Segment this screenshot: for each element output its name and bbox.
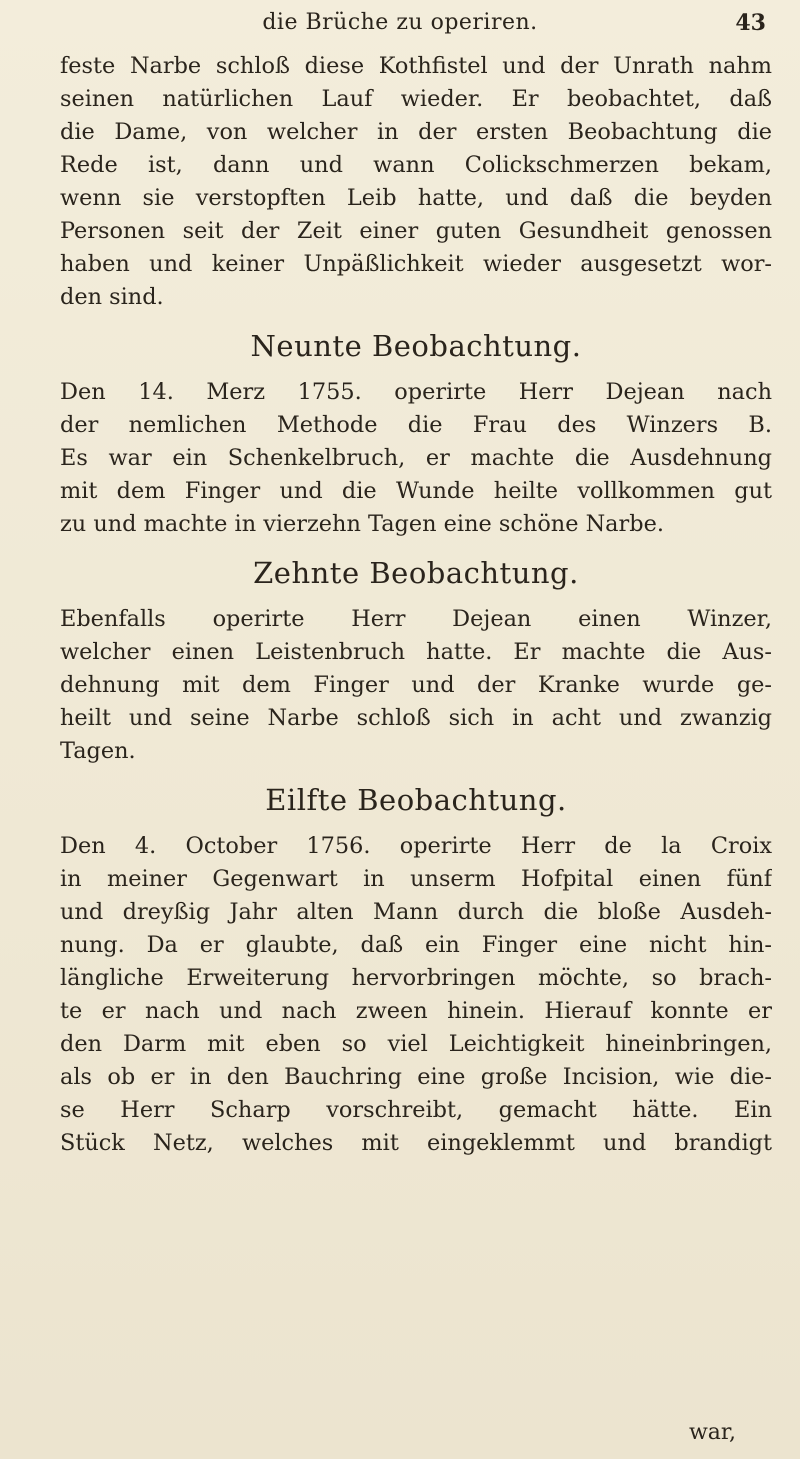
text-line: der nemlichen Methode die Frau des Winzers B. xyxy=(60,412,772,438)
running-title: die Brüche zu operiren. xyxy=(262,10,538,35)
text-line: feste Narbe schloß diese Kothfistel und der Unrath nahm xyxy=(60,53,772,79)
text-line: Ebenfalls operirte Herr Dejean einen Winzer, xyxy=(60,606,772,632)
text-line: wenn sie verstopften Leib hatte, und daß die beyden xyxy=(60,185,772,211)
section-heading: Zehnte Beobachtung. xyxy=(253,556,579,590)
text-line: te er nach und nach zween hinein. Hierauf konnte er xyxy=(60,998,772,1024)
text-line: Stück Netz, welches mit eingeklemmt und brandigt xyxy=(60,1130,772,1156)
text-line: nung. Da er glaubte, daß ein Finger eine nicht hin- xyxy=(60,932,772,958)
text-line: Tagen. xyxy=(60,738,136,764)
text-line: als ob er in den Bauchring eine große Incision, wie die- xyxy=(60,1064,772,1090)
text-line: haben und keiner Unpäßlichkeit wieder ausgesetzt wor- xyxy=(60,251,772,277)
text-line: Den 4. October 1756. operirte Herr de la Croix xyxy=(60,833,772,859)
text-line: Rede ist, dann und wann Colickschmerzen bekam, xyxy=(60,152,772,178)
text-line: se Herr Scharp vorschreibt, gemacht hätte. Ein xyxy=(60,1097,772,1123)
text-line: zu und machte in vierzehn Tagen eine schöne Narbe. xyxy=(60,511,664,537)
text-line: dehnung mit dem Finger und der Kranke wurde ge- xyxy=(60,672,772,698)
paragraph-continuation xyxy=(60,50,772,314)
text-line: in meiner Gegenwart in unserm Hofpital einen fünf xyxy=(60,866,772,892)
section-tenth-observation xyxy=(60,543,772,768)
text-line: und dreyßig Jahr alten Mann durch die bloße Ausdeh- xyxy=(60,899,772,925)
running-head xyxy=(0,10,800,46)
section-heading: Neunte Beobachtung. xyxy=(250,329,582,363)
section-ninth-observation xyxy=(60,316,772,541)
section-heading: Eilfte Beobachtung. xyxy=(265,783,567,817)
page-number: 43 xyxy=(735,10,766,36)
text-line: seinen natürlichen Lauf wieder. Er beobachtet, daß xyxy=(60,86,772,112)
text-line: längliche Erweiterung hervorbringen möchte, so brach- xyxy=(60,965,772,991)
section-eleventh-observation xyxy=(60,770,772,1160)
text-line: Es war ein Schenkelbruch, er machte die Ausdehnung xyxy=(60,445,772,471)
text-line: Den 14. Merz 1755. operirte Herr Dejean nach xyxy=(60,379,772,405)
body-text xyxy=(60,50,772,1160)
text-line: welcher einen Leistenbruch hatte. Er machte die Aus- xyxy=(60,639,772,665)
text-line: die Dame, von welcher in der ersten Beobachtung die xyxy=(60,119,772,145)
text-line: den sind. xyxy=(60,284,164,310)
text-line: den Darm mit eben so viel Leichtigkeit hineinbringen, xyxy=(60,1031,772,1057)
text-line: heilt und seine Narbe schloß sich in acht und zwanzig xyxy=(60,705,772,731)
text-line: Personen seit der Zeit einer guten Gesundheit genossen xyxy=(60,218,772,244)
catchword: war, xyxy=(688,1420,736,1445)
text-line: mit dem Finger und die Wunde heilte vollkommen gut xyxy=(60,478,772,504)
